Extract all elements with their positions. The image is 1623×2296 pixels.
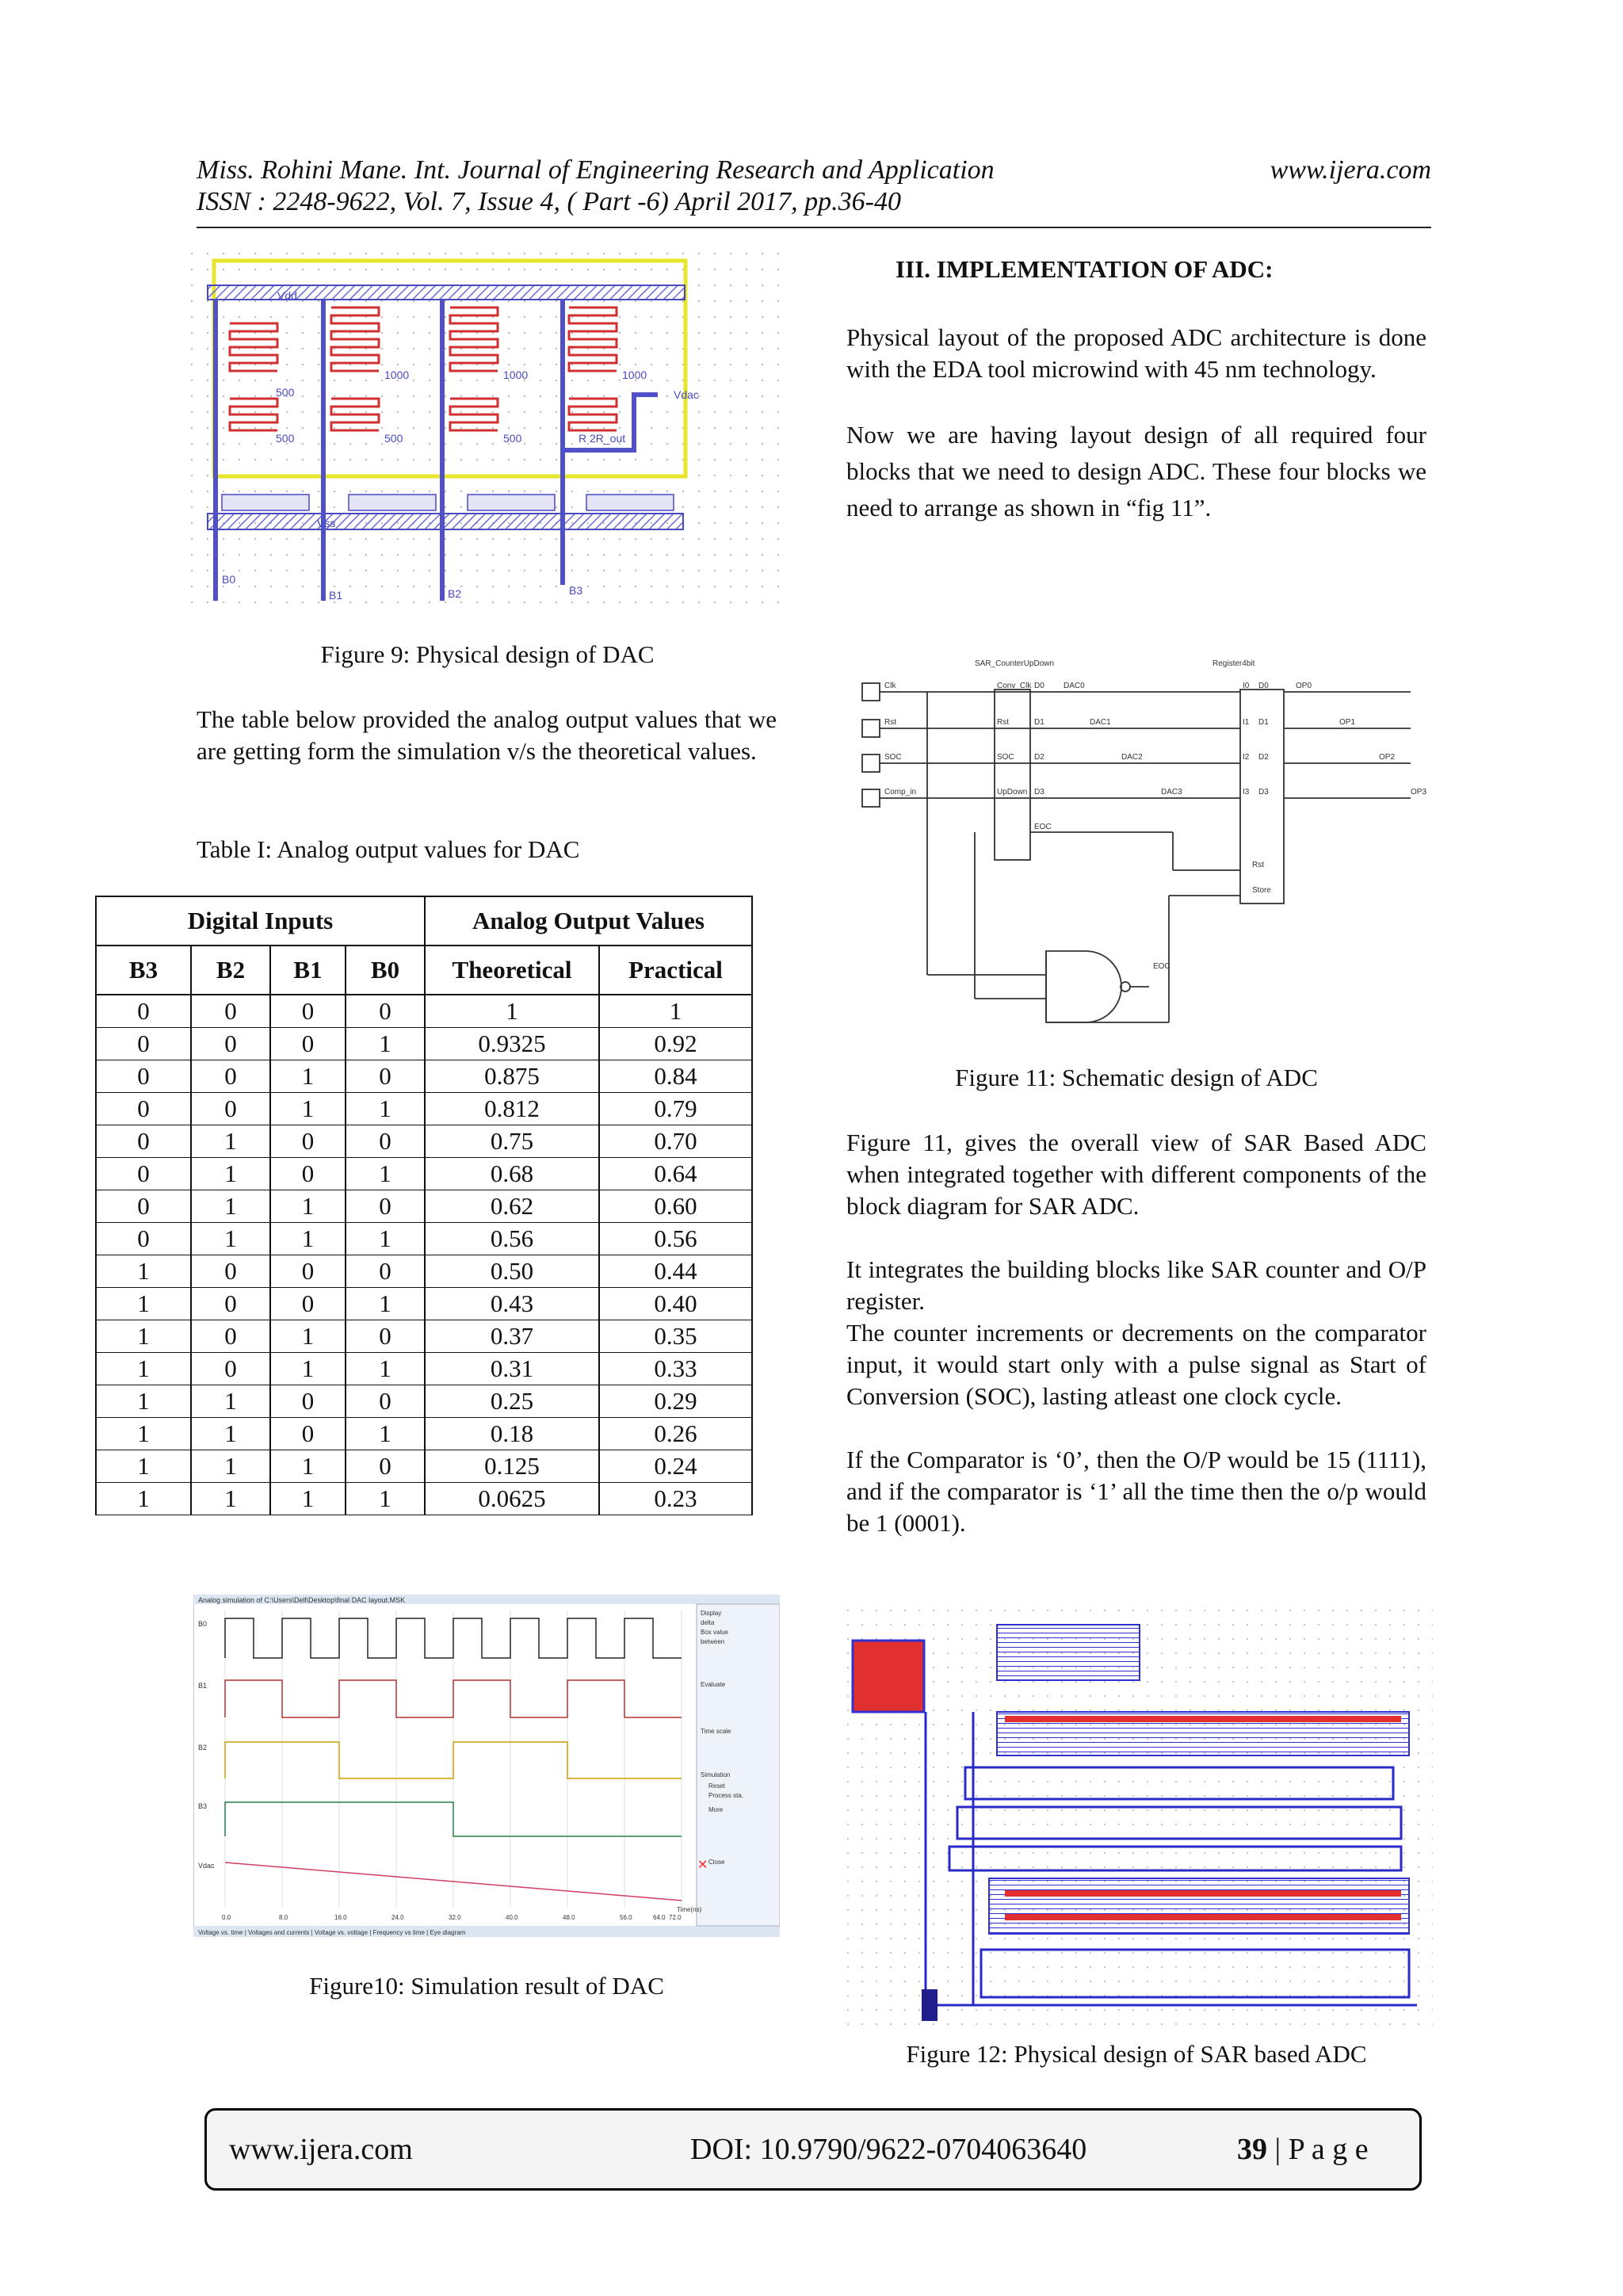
svg-text:delta: delta [701,1619,715,1626]
table-row [96,1320,752,1352]
right-paragraphs-1: Physical layout of the proposed ADC architecture is done with the EDA tool microwind with 45 nm technology. Now we are having layout design of all required four blocks that we need to design ADC. These four blocks we need to arrange as shown in “fig 11”. [846,323,1426,521]
table-cell: 1 [191,1417,270,1450]
table-cell: 0.812 [425,1092,599,1125]
svg-text:500: 500 [503,432,522,445]
table-cell: 0 [346,1255,425,1287]
svg-text:Conv_Clk: Conv_Clk [997,682,1032,690]
table-cell: 0.0625 [425,1482,599,1515]
table-cell: 0 [96,995,191,1027]
svg-text:40.0: 40.0 [506,1914,518,1921]
table-cell: 1 [346,1222,425,1255]
table-cell: 1 [96,1482,191,1515]
svg-text:1000: 1000 [503,369,529,381]
table-cell: 0.26 [599,1417,752,1450]
table-cell: 0 [270,1417,346,1450]
issn-line: ISSN : 2248-9622, Vol. 7, Issue 4, ( Part -6) April 2017, pp.36-40 [197,187,901,216]
table-cell: 0 [96,1027,191,1060]
table-row [96,1385,752,1417]
svg-text:D1: D1 [1034,718,1044,727]
table-cell: 0.875 [425,1060,599,1092]
svg-text:500: 500 [276,432,295,445]
table-group-analog: Analog Output Values [425,896,752,946]
svg-text:Rst: Rst [997,718,1009,727]
table-cell: 1 [346,1417,425,1450]
svg-text:EOC: EOC [1153,962,1170,971]
svg-text:1000: 1000 [622,369,647,381]
svg-text:OP0: OP0 [1296,682,1312,690]
table-title: Table I: Analog output values for DAC [197,835,580,863]
svg-text:Display: Display [701,1610,722,1617]
svg-text:DAC2: DAC2 [1121,753,1143,762]
table-cell: 0.33 [599,1352,752,1385]
table-cell: 1 [599,995,752,1027]
svg-text:I2: I2 [1243,753,1250,762]
svg-text:Time(ns): Time(ns) [677,1906,702,1913]
table-row [96,1482,752,1515]
svg-text:Reset: Reset [708,1782,725,1790]
page-number: 39 [1237,2133,1267,2166]
table-row [96,1352,752,1385]
table-cell: 0.64 [599,1157,752,1190]
figure-10-simulation [193,1595,780,1937]
journal-url[interactable]: www.ijera.com [1270,155,1431,185]
table-cell: 0 [346,1190,425,1222]
table-cell: 0.75 [425,1125,599,1157]
table-cell: 0 [96,1190,191,1222]
svg-text:D2: D2 [1258,753,1269,762]
svg-text:EOC: EOC [1034,823,1052,831]
svg-text:DAC1: DAC1 [1090,718,1111,727]
table-cell: 1 [346,1027,425,1060]
svg-text:16.0: 16.0 [334,1914,347,1921]
table-cell: 0.84 [599,1060,752,1092]
table-cell: 0.79 [599,1092,752,1125]
svg-text:Register4bit: Register4bit [1212,659,1255,668]
svg-text:Time scale: Time scale [701,1728,731,1735]
table-cell: 0 [96,1092,191,1125]
table-cell: 1 [191,1157,270,1190]
table-cell: 0 [191,1255,270,1287]
svg-text:Box value: Box value [701,1629,729,1636]
svg-text:Close: Close [708,1859,725,1866]
sig-b3-label: B3 [198,1802,208,1810]
figure-10-caption: Figure10: Simulation result of DAC [309,1972,664,2000]
table-cell: 0.23 [599,1482,752,1515]
table-cell: 1 [346,1157,425,1190]
table-cell: 1 [96,1450,191,1482]
col-b3: B3 [96,946,191,995]
svg-text:✕: ✕ [697,1859,708,1872]
table-row [96,1222,752,1255]
svg-text:D0: D0 [1034,682,1044,690]
table-cell: 0 [346,1385,425,1417]
table-cell: 0.43 [425,1287,599,1320]
table-row [96,1092,752,1125]
table-cell: 0.40 [599,1287,752,1320]
table-cell: 0.56 [425,1222,599,1255]
svg-text:Process sta.: Process sta. [708,1792,744,1799]
table-cell: 0 [191,995,270,1027]
table-cell: 1 [270,1482,346,1515]
table-cell: 1 [346,1352,425,1385]
table-cell: 1 [96,1320,191,1352]
page-word: | P a g e [1267,2133,1369,2166]
svg-text:D2: D2 [1034,753,1044,762]
table-cell: 1 [425,995,599,1027]
footer-page [1237,2132,1369,2167]
table-row [96,1190,752,1222]
table-cell: 0 [191,1060,270,1092]
table-cell: 1 [191,1450,270,1482]
svg-text:SOC: SOC [997,753,1014,762]
footer-doi: DOI: 10.9790/9622-0704063640 [690,2133,1087,2166]
journal-citation: Miss. Rohini Mane. Int. Journal of Engineering Research and Application [197,155,995,185]
svg-text:I0: I0 [1243,682,1250,690]
svg-text:More: More [708,1806,724,1813]
page-footer [204,2108,1422,2191]
col-theoretical: Theoretical [425,946,599,995]
svg-text:24.0: 24.0 [391,1914,404,1921]
svg-text:Store: Store [1252,886,1271,895]
table-cell: 0.70 [599,1125,752,1157]
table-group-digital: Digital Inputs [96,896,425,946]
svg-text:between: between [701,1638,725,1645]
table-cell: 0 [346,1060,425,1092]
svg-text:500: 500 [276,386,295,399]
sig-b2-label: B2 [198,1744,208,1752]
svg-text:R 2R_out: R 2R_out [579,432,626,445]
table-cell: 1 [270,1060,346,1092]
table-cell: 0 [346,1450,425,1482]
table-cell: 0 [191,1092,270,1125]
table-cell: 0.18 [425,1417,599,1450]
table-cell: 1 [191,1482,270,1515]
figure-11-schematic [856,642,1426,1029]
figure-9-caption: Figure 9: Physical design of DAC [320,640,655,668]
svg-text:D1: D1 [1258,718,1269,727]
col-practical: Practical [599,946,752,995]
table-cell: 1 [270,1092,346,1125]
svg-text:UpDown: UpDown [997,788,1028,797]
svg-text:I3: I3 [1243,788,1250,797]
table-cell: 1 [96,1352,191,1385]
table-cell: 1 [191,1190,270,1222]
table-cell: 1 [270,1352,346,1385]
right-paragraphs-2: Figure 11, gives the overall view of SAR Based ADC when integrated together with different components of the block diagram for SAR ADC. It integrates the building blocks like SAR counter and O/P register. The counter increments or decrements on the comparator input, it would start only with a pulse signal as Start of Conversion (SOC), lasting atleast one clock cycle. If the Comparator is ‘0’, then the O/P would be 15 (1111), and if the comparator is ‘1’ all the time then the o/p would be 1 (0001). [846,1129,1426,1537]
table-intro-paragraph: The table below provided the analog output values that we are getting form the simulation v/s the theoretical values. [197,705,777,765]
table-cell: 0.31 [425,1352,599,1385]
sig-vdac-label: Vdac [198,1862,215,1870]
table-cell: 0.62 [425,1190,599,1222]
section-heading: III. IMPLEMENTATION OF ADC: [896,255,1274,283]
svg-text:72.0: 72.0 [669,1914,682,1921]
table-row [96,1060,752,1092]
sig-b0-label: B0 [198,1620,208,1628]
table-row [96,1417,752,1450]
table-cell: 0 [270,1287,346,1320]
svg-text:Rst: Rst [1252,861,1264,869]
table-cell: 1 [270,1450,346,1482]
table-cell: 1 [346,1287,425,1320]
svg-text:32.0: 32.0 [449,1914,461,1921]
table-row [96,1255,752,1287]
sig-b1-label: B1 [198,1682,208,1690]
table-cell: 0.29 [599,1385,752,1417]
svg-text:56.0: 56.0 [620,1914,632,1921]
svg-text:B2: B2 [448,587,462,600]
col-b0: B0 [346,946,425,995]
table-cell: 0 [346,1320,425,1352]
table-cell: 0 [191,1287,270,1320]
table-cell: 1 [346,1092,425,1125]
table-cell: 0.37 [425,1320,599,1352]
table-cell: 0 [96,1157,191,1190]
svg-text:Evaluate: Evaluate [701,1681,726,1688]
table-cell: 0 [346,1125,425,1157]
table-cell: 0.50 [425,1255,599,1287]
svg-text:I1: I1 [1243,718,1250,727]
svg-text:1000: 1000 [384,369,410,381]
table-cell: 0 [96,1060,191,1092]
svg-text:DAC0: DAC0 [1064,682,1085,690]
svg-text:0.0: 0.0 [222,1914,231,1921]
table-row [96,1157,752,1190]
svg-text:D3: D3 [1258,788,1269,797]
footer-url[interactable]: www.ijera.com [229,2133,413,2166]
table-cell: 0 [270,1385,346,1417]
svg-text:Vdac: Vdac [674,388,699,401]
table-cell: 0.92 [599,1027,752,1060]
table-body [96,995,752,1515]
table-cell: 0.24 [599,1450,752,1482]
table-cell: 0 [270,1027,346,1060]
svg-text:B3: B3 [569,584,583,597]
svg-text:D3: D3 [1034,788,1044,797]
svg-text:SOC: SOC [884,753,902,762]
sim-tabs: Voltage vs. time | Voltages and currents | Voltage vs. voltage | Frequency vs time | Eye diagram [198,1929,466,1936]
table-cell: 0.35 [599,1320,752,1352]
table-row [96,1287,752,1320]
figure-12-adc-layout [846,1609,1433,2037]
svg-text:OP2: OP2 [1379,753,1396,762]
svg-text:Vss: Vss [317,517,336,529]
svg-text:DAC3: DAC3 [1161,788,1182,797]
table-cell: 1 [270,1320,346,1352]
table-cell: 1 [270,1222,346,1255]
svg-text:Clk: Clk [884,682,896,690]
table-cell: 1 [270,1190,346,1222]
dac-output-table [95,896,753,1515]
svg-text:48.0: 48.0 [563,1914,575,1921]
table-cell: 1 [191,1125,270,1157]
table-row [96,1027,752,1060]
svg-text:B1: B1 [329,589,343,602]
svg-text:D0: D0 [1258,682,1269,690]
table-cell: 1 [96,1385,191,1417]
table-cell: 1 [96,1287,191,1320]
header-divider [197,227,1431,228]
svg-text:Vdd: Vdd [277,289,297,302]
table-cell: 0.25 [425,1385,599,1417]
figure-11-caption: Figure 11: Schematic design of ADC [955,1064,1318,1091]
svg-text:8.0: 8.0 [279,1914,288,1921]
table-cell: 1 [191,1222,270,1255]
svg-text:OP1: OP1 [1339,718,1356,727]
table-cell: 0.60 [599,1190,752,1222]
table-cell: 1 [96,1417,191,1450]
table-row [96,1125,752,1157]
svg-text:B0: B0 [222,573,236,586]
svg-text:64.0: 64.0 [653,1914,666,1921]
table-cell: 0.68 [425,1157,599,1190]
col-b2: B2 [191,946,270,995]
table-cell: 0.56 [599,1222,752,1255]
sim-window-title: Analog simulation of C:\Users\Dell\Desktop\final DAC layout.MSK [198,1596,406,1604]
svg-text:Rst: Rst [884,718,896,727]
svg-text:500: 500 [384,432,403,445]
table-cell: 0 [270,1125,346,1157]
table-cell: 0 [96,1125,191,1157]
table-cell: 0 [191,1027,270,1060]
table-cell: 0.9325 [425,1027,599,1060]
running-header [197,155,1431,218]
svg-text:SAR_CounterUpDown: SAR_CounterUpDown [975,659,1055,668]
table-cell: 1 [346,1482,425,1515]
table-row [96,1450,752,1482]
figure-12-caption: Figure 12: Physical design of SAR based ADC [906,2040,1367,2068]
col-b1: B1 [270,946,346,995]
table-cell: 1 [96,1255,191,1287]
table-cell: 0.125 [425,1450,599,1482]
table-cell: 0 [270,995,346,1027]
table-row [96,995,752,1027]
table-cell: 0 [346,995,425,1027]
table-cell: 0 [96,1222,191,1255]
table-cell: 0 [191,1352,270,1385]
table-cell: 0.44 [599,1255,752,1287]
svg-text:OP3: OP3 [1411,788,1426,797]
table-cell: 1 [191,1385,270,1417]
figure-9-dac-layout [190,252,785,609]
table-cell: 0 [191,1320,270,1352]
table-cell: 0 [270,1255,346,1287]
svg-text:Simulation: Simulation [701,1771,731,1778]
svg-text:Comp_in: Comp_in [884,788,917,797]
table-cell: 0 [270,1157,346,1190]
